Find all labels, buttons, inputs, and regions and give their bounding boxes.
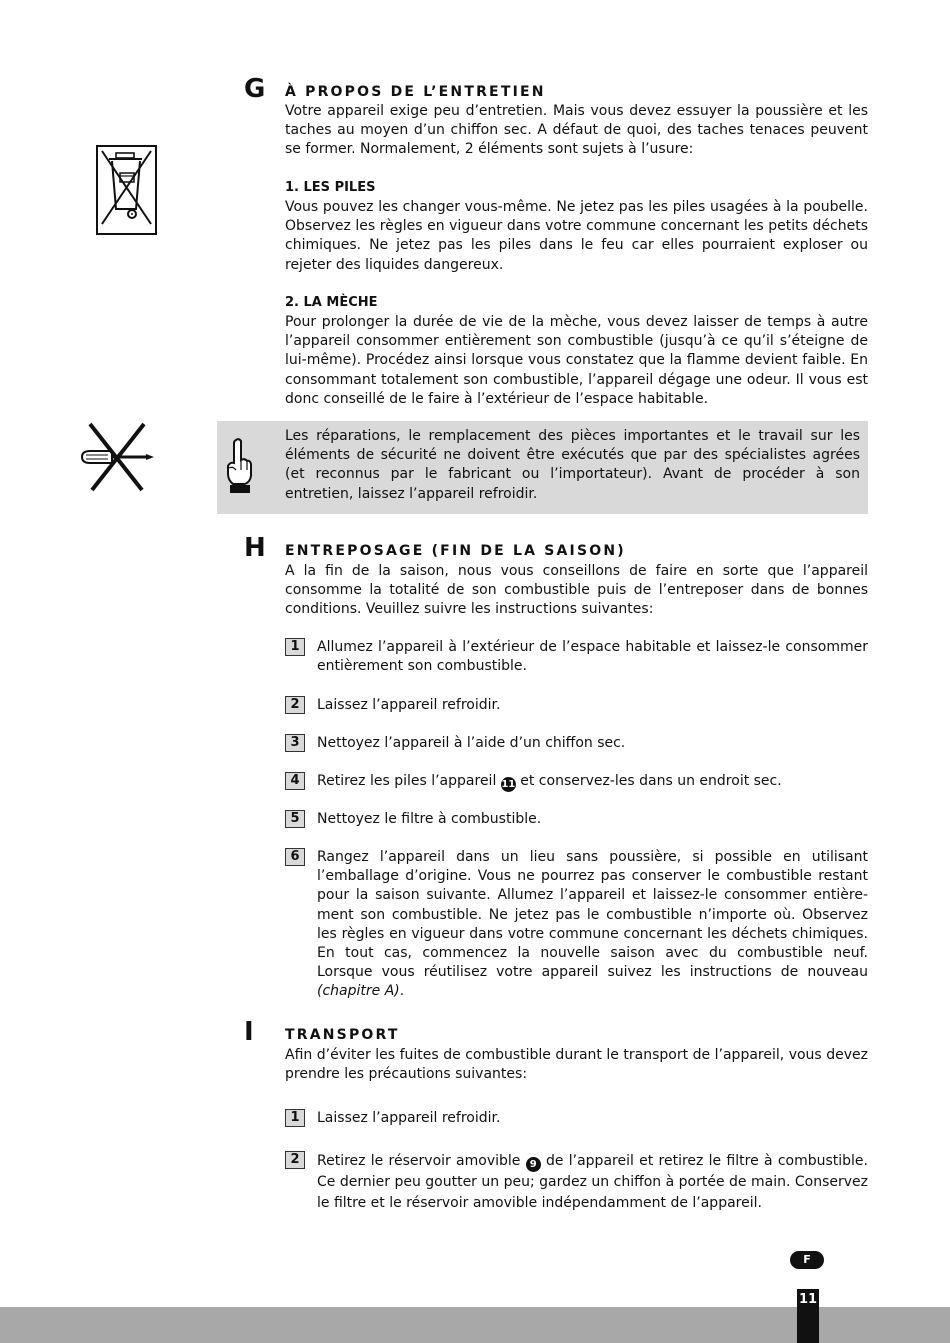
page-number: 11 [797,1289,819,1343]
step-number: 1 [285,1109,305,1127]
step-text-after: de l’appareil et retirez le filtre à combustible. Ce dernier peu goutter un peu; gardez un chiffon à portée de main. Conservez le filtre et le réservoir amovible indépendamment de l’appareil. [317,1153,868,1211]
step-text: Nettoyez l’appareil à l’aide d’un chiffon sec. [317,735,626,751]
step-text [317,848,868,1002]
pointing-hand-icon [224,438,254,496]
warning-text: Les réparations, le remplacement des pièces importantes et le travail sur les éléments de sécurité ne doivent être exécutés que par des spécialistes agrées (et reconnus par le fabricant ou l’importateur). Avant de procéder à son entretien, laissez l’appareil refroidir. [285,428,860,502]
step-text: Allumez l’appareil à l’extérieur de l’espace habitable et laissez-le consommer entièrement son combustible. [317,639,868,675]
chapter-reference: (chapitre A) [317,983,400,1000]
step-number: 6 [285,848,305,866]
subsection-meche-text: Pour prolonger la durée de vie de la mèche, vous devez laisser de temps à autre l’appareil consommer entièrement son combustible (jusqu’à ce qu’il s’éteigne de lui-même). Procédez ainsi lorsque vous constatez que la flamme devient faible. En consommant totalement son combustible, l’appareil dégage une odeur. Il vous est donc conseillé de le faire à l’extérieur de l’espace habitable. [285,314,868,407]
section-i-title: TRANSPORT [285,1027,400,1043]
subsection-piles-text: Vous pouvez les changer vous-même. Ne jetez pas les piles usagées à la poubelle. Observez les règles en vigueur dans votre commune concernant les petits déchets chimiques. Ne jetez pas les piles dans le feu car elles pourraient exploser ou rejeter des liquides dangereux. [285,199,868,273]
step-number: 5 [285,810,305,828]
step-number: 2 [285,696,305,714]
no-screwdriver-icon [80,422,156,492]
section-g-intro: Votre appareil exige peu d’entretien. Mais vous devez essuyer la poussière et les taches au moyen d’un chiffon sec. A défaut de quoi, des taches tenaces peuvent se former. Normalement, 2 éléments sont sujets à l’usure: [285,103,868,158]
section-g-title: À PROPOS DE L’ENTRETIEN [285,84,546,100]
section-i-intro: Afin d’éviter les fuites de combustible durant le transport de l’appareil, vous devez prendre les précautions suivantes: [285,1047,868,1083]
step-text-after: et conservez-les dans un endroit sec. [520,773,782,789]
section-h-letter: H [244,533,266,563]
step-text [317,772,868,792]
step-text-before: Retirez les piles l’appareil [317,773,497,789]
step-text-main: Rangez l’appareil dans un lieu sans poussière, si possible en utilisant l’emballage d’origine. Vous ne pourrez pas conserver le combustible restant pour la saison suivante. Allumez l’appareil et laissez-le consommer entière-ment son combustible. Ne jetez pas le combustible n’importe où. Observez les règles en vigueur dans votre commune concernant les déchets chimiques. En tout cas, commencez la nouvelle saison avec du combustible neuf. Lorsque vous réutilisez votre appareil suivez les instructions de nouveau [317,849,868,981]
language-badge: F [790,1251,824,1269]
part-ref-badge: 11 [501,779,516,790]
step-number: 4 [285,772,305,790]
step-text [317,1151,868,1213]
section-i-letter: I [244,1017,254,1047]
step-text-end: . [399,983,405,1000]
section-h-title: ENTREPOSAGE (FIN DE LA SAISON) [285,543,626,559]
subsection-meche-title: 2. LA MÈCHE [285,295,378,310]
subsection-piles-title: 1. LES PILES [285,180,376,195]
step-number: 3 [285,734,305,752]
step-number: 2 [285,1151,305,1169]
weee-bin-icon [96,145,157,235]
step-text: Nettoyez le filtre à combustible. [317,811,542,827]
section-g-letter: G [244,74,266,104]
step-number: 1 [285,638,305,656]
step-text: Laissez l’appareil refroidir. [317,1110,501,1126]
step-text: Laissez l’appareil refroidir. [317,697,501,713]
step-text-before: Retirez le réservoir amovible [317,1153,521,1169]
part-ref-badge: 9 [526,1157,541,1172]
section-h-intro: A la fin de la saison, nous vous conseillons de faire en sorte que l’appareil consomme la totalité de son combustible puis de l’entreposer dans de bonnes conditions. Veuillez suivre les instructions suivantes: [285,563,868,618]
